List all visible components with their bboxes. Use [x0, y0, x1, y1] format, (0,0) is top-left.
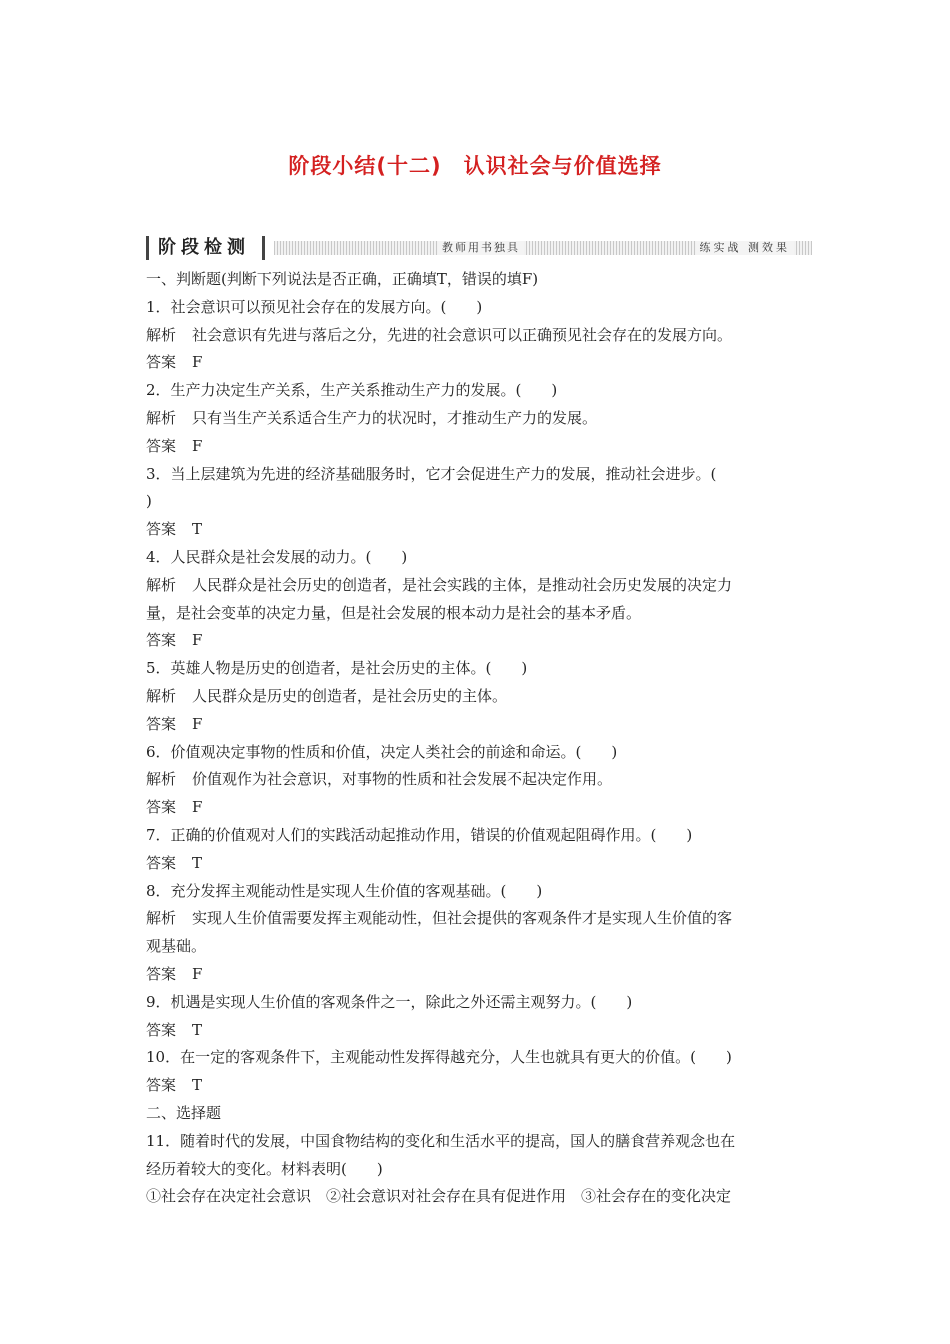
line-text: F: [192, 714, 203, 733]
line-text: F: [192, 798, 203, 817]
answer-line: [146, 794, 812, 822]
text-line: [146, 544, 812, 572]
line-text: F: [192, 436, 203, 455]
line-text: 实现人生价值需要发挥主观能动性，但社会提供的客观条件才是实现人生价值的客: [192, 909, 733, 928]
line-text: 7．正确的价值观对人们的实践活动起推动作用，错误的价值观起阻碍作用。( ): [146, 825, 693, 844]
line-text: 价值观作为社会意识，对事物的性质和社会发展不起决定作用。: [192, 770, 613, 789]
answer-line: [146, 433, 812, 461]
line-text: ①社会存在决定社会意识 ②社会意识对社会存在具有促进作用 ③社会存在的变化决定: [146, 1187, 732, 1206]
text-line: [146, 989, 812, 1017]
analysis-line: [146, 405, 812, 433]
analysis-label: 解析: [146, 575, 177, 594]
line-text: T: [192, 853, 203, 872]
text-line: [146, 655, 812, 683]
line-text: 观基础。: [146, 937, 207, 956]
analysis-label: 解析: [146, 770, 177, 789]
answer-label: 答案: [146, 964, 177, 983]
line-text: 6．价值观决定事物的性质和价值，决定人类社会的前途和命运。( ): [146, 742, 618, 761]
analysis-line: [146, 905, 812, 933]
analysis-label: 解析: [146, 686, 177, 705]
answer-label: 答案: [146, 714, 177, 733]
line-text: T: [192, 520, 203, 539]
banner-left-bar: [146, 236, 149, 260]
banner-divider-bar: [262, 236, 265, 260]
line-text: 人民群众是社会历史的创造者，是社会实践的主体，是推动社会历史发展的决定力: [192, 575, 733, 594]
line-text: 只有当生产关系适合生产力的状况时，才推动生产力的发展。: [192, 408, 598, 427]
line-text: 1．社会意识可以预见社会存在的发展方向。( ): [146, 297, 483, 316]
line-text: 经历着较大的变化。材料表明( ): [146, 1159, 383, 1178]
analysis-line: [146, 322, 812, 350]
line-text: F: [192, 964, 203, 983]
answer-line: [146, 850, 812, 878]
section-banner: [146, 236, 812, 260]
line-text: 8．充分发挥主观能动性是实现人生价值的客观基础。( ): [146, 881, 543, 900]
line-text: 5．英雄人物是历史的创造者，是社会历史的主体。( ): [146, 659, 528, 678]
text-line: [146, 1100, 812, 1128]
text-line: [146, 1128, 812, 1156]
text-line: [146, 377, 812, 405]
analysis-label: 解析: [146, 325, 177, 344]
answer-label: 答案: [146, 798, 177, 817]
line-text: 11．随着时代的发展，中国食物结构的变化和生活水平的提高，国人的膳食营养观念也在: [146, 1131, 736, 1150]
answer-line: [146, 627, 812, 655]
text-line: [146, 294, 812, 322]
line-text: ): [146, 492, 152, 511]
banner-label: 阶段检测: [158, 237, 250, 258]
answer-line: [146, 711, 812, 739]
answer-label: 答案: [146, 520, 177, 539]
answer-label: 答案: [146, 631, 177, 650]
text-line: [146, 1183, 812, 1211]
line-text: 2．生产力决定生产关系，生产关系推动生产力的发展。( ): [146, 381, 558, 400]
analysis-line: [146, 572, 812, 600]
text-line: [146, 1156, 812, 1184]
text-line: [146, 739, 812, 767]
answer-label: 答案: [146, 436, 177, 455]
line-text: 人民群众是历史的创造者，是社会历史的主体。: [192, 686, 508, 705]
line-text: T: [192, 1020, 203, 1039]
answer-line: [146, 516, 812, 544]
analysis-label: 解析: [146, 408, 177, 427]
analysis-line: [146, 683, 812, 711]
text-line: [146, 600, 812, 628]
line-text: 一、判断题(判断下列说法是否正确，正确填T，错误的填F): [146, 270, 539, 288]
line-text: F: [192, 353, 203, 372]
banner-teacher-note: 教师用书独具: [438, 241, 524, 255]
text-line: [146, 1044, 812, 1072]
line-text: 量，是社会变革的决定力量，但是社会发展的根本动力是社会的基本矛盾。: [146, 603, 642, 622]
answer-label: 答案: [146, 1076, 177, 1095]
line-text: 10．在一定的客观条件下，主观能动性发挥得越充分，人生也就具有更大的价值。( ): [146, 1048, 732, 1067]
text-line: [146, 822, 812, 850]
answer-label: 答案: [146, 853, 177, 872]
text-line: [146, 461, 812, 489]
banner-practice-note: 练实战 测效果: [696, 241, 795, 255]
line-text: T: [192, 1076, 203, 1095]
line-text: 4．人民群众是社会发展的动力。( ): [146, 547, 408, 566]
analysis-label: 解析: [146, 909, 177, 928]
analysis-line: [146, 766, 812, 794]
line-text: 社会意识有先进与落后之分，先进的社会意识可以正确预见社会存在的发展方向。: [192, 325, 733, 344]
answer-label: 答案: [146, 1020, 177, 1039]
text-line: [146, 488, 812, 516]
text-line: [146, 933, 812, 961]
page-title: 阶段小结(十二) 认识社会与价值选择: [288, 154, 662, 178]
answer-line: [146, 961, 812, 989]
answer-line: [146, 1017, 812, 1045]
text-line: [146, 878, 812, 906]
answer-line: [146, 1072, 812, 1100]
answer-label: 答案: [146, 353, 177, 372]
document-body: [146, 266, 812, 1211]
line-text: F: [192, 631, 203, 650]
answer-line: [146, 349, 812, 377]
line-text: 9．机遇是实现人生价值的客观条件之一，除此之外还需主观努力。( ): [146, 992, 633, 1011]
line-text: 二、选择题: [146, 1103, 222, 1122]
line-text: 3．当上层建筑为先进的经济基础服务时，它才会促进生产力的发展，推动社会进步。(: [146, 464, 717, 483]
text-line: [146, 266, 812, 294]
